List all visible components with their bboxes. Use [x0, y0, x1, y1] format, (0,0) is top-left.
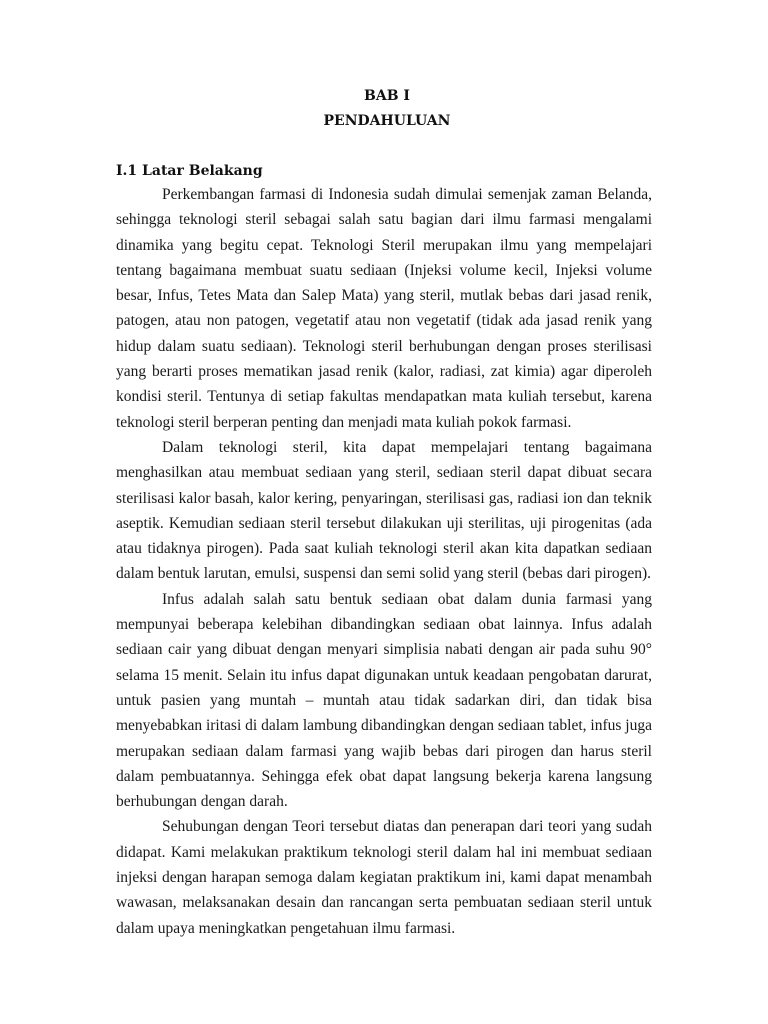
body-text [116, 182, 652, 941]
chapter-title: PENDAHULUAN [323, 113, 451, 129]
paragraph: Infus adalah salah satu bentuk sediaan obat dalam dunia farmasi yang mempunyai beberapa kelebihan dibandingkan sediaan obat lainnya. Infus adalah sediaan cair yang dibuat dengan menyari simplisia nabati dengan air pada suhu 90° selama 15 menit. Selain itu infus dapat digunakan untuk keadaan pengobatan darurat, untuk pasien yang muntah – muntah atau tidak sadarkan diri, dan tidak bisa menyebabkan iritasi di dalam lambung dibandingkan dengan sediaan tablet, infus juga merupakan sediaan dalam farmasi yang wajib bebas dari pirogen dan harus steril dalam pembuatannya. Sehingga efek obat dapat langsung bekerja karena langsung berhubungan dengan darah. [116, 590, 652, 811]
chapter-number: BAB I [364, 88, 410, 104]
paragraph: Dalam teknologi steril, kita dapat mempelajari tentang bagaimana menghasilkan atau membuat sediaan yang steril, sediaan steril dapat dibuat secara sterilisasi kalor basah, kalor kering, penyaringan, sterilisasi gas, radiasi ion dan teknik aseptik. Kemudian sediaan steril tersebut dilakukan uji sterilitas, uji pirogenitas (ada atau tidaknya pirogen). Pada saat kuliah teknologi steril akan kita dapatkan sediaan dalam bentuk larutan, emulsi, suspensi dan semi solid yang steril (bebas dari pirogen). [116, 438, 652, 583]
paragraph: Sehubungan dengan Teori tersebut diatas dan penerapan dari teori yang sudah didapat. Kami melakukan praktikum teknologi steril dalam hal ini membuat sediaan injeksi dengan harapan semoga dalam kegiatan praktikum ini, kami dapat menambah wawasan, melaksanakan desain dan rancangan serta pembuatan sediaan steril untuk dalam upaya meningkatkan pengetahuan ilmu farmasi. [116, 818, 652, 937]
paragraph: Perkembangan farmasi di Indonesia sudah dimulai semenjak zaman Belanda, sehingga teknologi steril sebagai salah satu bagian dari ilmu farmasi mengalami dinamika yang begitu cepat. Teknologi Steril merupakan ilmu yang mempelajari tentang bagaimana membuat suatu sediaan (Injeksi volume kecil, Injeksi volume besar, Infus, Tetes Mata dan Salep Mata) yang steril, mutlak bebas dari jasad renik, patogen, atau non patogen, vegetatif atau non vegetatif (tidak ada jasad renik yang hidup dalam suatu sediaan). Teknologi steril berhubungan dengan proses sterilisasi yang berarti proses mematikan jasad renik (kalor, radiasi, zat kimia) agar diperoleh kondisi steril. Tentunya di setiap fakultas mendapatkan mata kuliah tersebut, karena teknologi steril berperan penting dan menjadi mata kuliah pokok farmasi. [116, 186, 652, 431]
section-heading: I.1 Latar Belakang [116, 163, 263, 179]
